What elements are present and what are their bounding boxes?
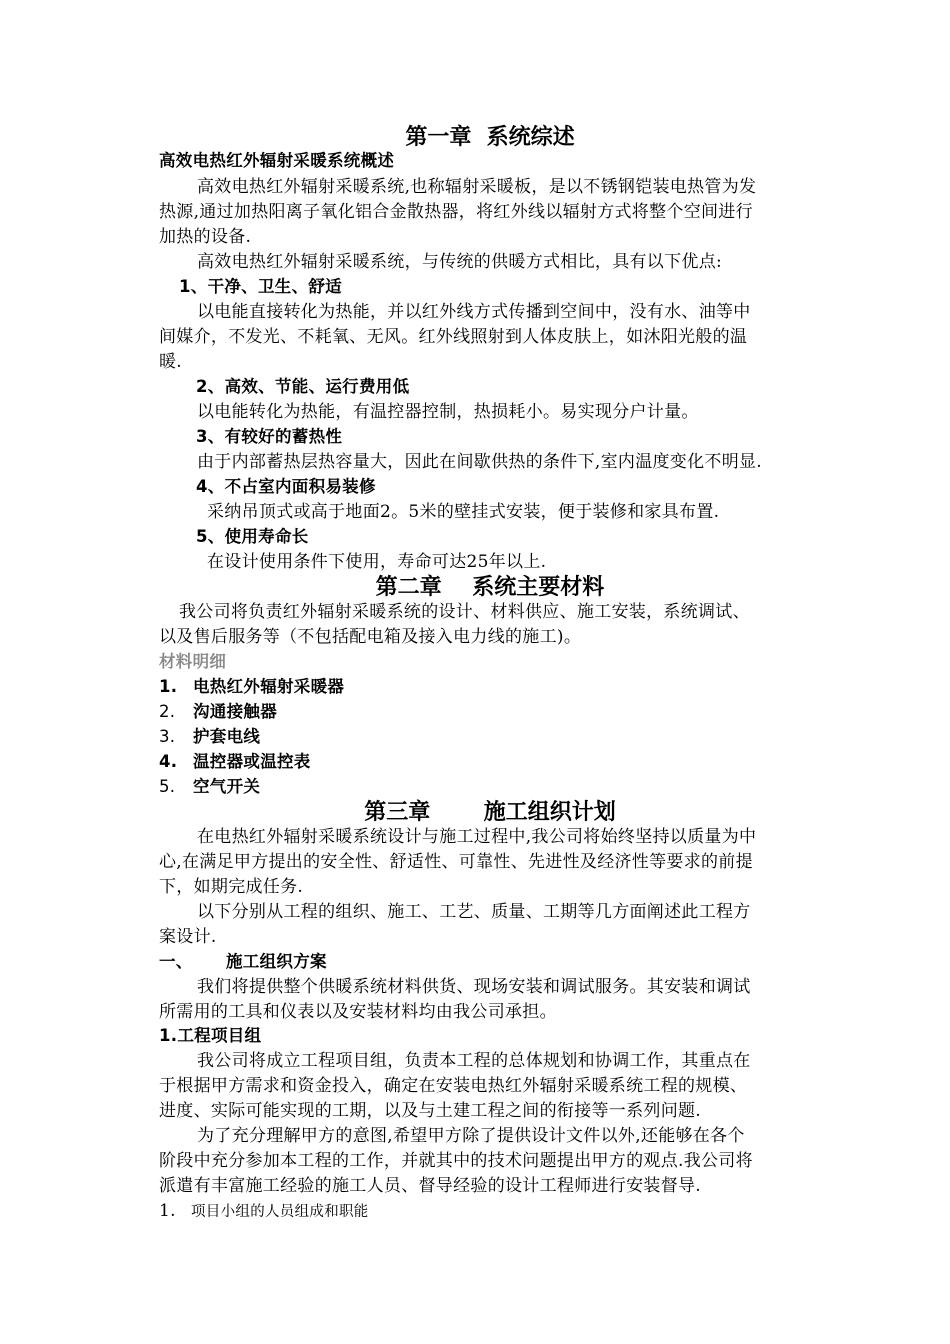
paragraph-line: 所需用的工具和仪表以及安装材料均由我公司承担。	[159, 1002, 557, 1022]
material-num: 5.	[159, 777, 176, 796]
advantage-heading: 4、不占室内面积易装修	[196, 477, 376, 496]
paragraph-line: 案设计.	[159, 927, 217, 947]
paragraph-line: 暖.	[159, 352, 183, 372]
paragraph-line: 由于内部蓄热层热容量大，因此在间歇供热的条件下,室内温度变化不明显.	[197, 452, 763, 472]
subsection-heading: 1.工程项目组	[159, 1026, 262, 1045]
material-item	[159, 675, 344, 699]
material-text: 护套电线	[193, 727, 261, 746]
advantage-heading: 1、干净、卫生、舒适	[179, 277, 342, 296]
material-item	[159, 750, 311, 774]
material-num: 4.	[159, 752, 178, 771]
list-text: 项目小组的人员组成和职能	[191, 1204, 369, 1220]
material-item	[159, 700, 277, 724]
paragraph-line: 热源,通过加热阳离子氧化铝合金散热器，将红外线以辐射方式将整个空间进行	[159, 202, 753, 222]
paragraph-line: 以下分别从工程的组织、施工、工艺、质量、工期等几方面阐述此工程方	[197, 902, 751, 922]
material-num: 1.	[159, 677, 178, 696]
material-text: 电热红外辐射采暖器	[193, 677, 345, 696]
advantage-heading: 3、有较好的蓄热性	[196, 427, 343, 446]
material-num: 2.	[159, 702, 176, 721]
paragraph-line: 于根据甲方需求和资金投入，确定在安装电热红外辐射采暖系统工程的规模、	[159, 1076, 748, 1096]
paragraph-line: 我公司将成立工程项目组，负责本工程的总体规划和协调工作，其重点在	[197, 1051, 751, 1071]
section-num: 一、	[159, 952, 193, 971]
paragraph-line: 高效电热红外辐射采暖系统,也称辐射采暖板，是以不锈钢铠装电热管为发	[197, 177, 757, 197]
material-item	[159, 775, 260, 799]
section-heading	[159, 950, 327, 974]
material-text: 沟通接触器	[193, 702, 277, 721]
material-text: 空气开关	[193, 777, 261, 796]
paragraph-line: 派遣有丰富施工经验的施工人员、督导经验的设计工程师进行安装督导.	[159, 1176, 702, 1196]
paragraph-line: 以电能转化为热能，有温控器控制，热损耗小。易实现分户计量。	[197, 402, 699, 422]
material-item	[159, 725, 260, 749]
paragraph-line: 为了充分理解甲方的意图,希望甲方除了提供设计文件以外,还能够在各个	[197, 1126, 745, 1146]
list-num: 1.	[159, 1201, 176, 1221]
paragraph-line: 进度、实际可能实现的工期，以及与土建工程之间的衔接等一系列问题.	[159, 1101, 702, 1121]
chapter1-subtitle: 高效电热红外辐射采暖系统概述	[159, 151, 395, 170]
paragraph-line: 心,在满足甲方提出的安全性、舒适性、可靠性、先进性及经济性等要求的前提	[159, 852, 753, 872]
paragraph-line: 在电热红外辐射采暖系统设计与施工过程中,我公司将始终坚持以质量为中	[197, 827, 757, 847]
paragraph-line: 加热的设备.	[159, 227, 252, 247]
list-item	[159, 1199, 369, 1224]
section-title: 施工组织方案	[226, 952, 327, 971]
paragraph-line: 我公司将负责红外辐射采暖系统的设计、材料供应、施工安装，系统调试、	[179, 602, 750, 622]
paragraph-line: 高效电热红外辐射采暖系统，与传统的供暖方式相比，具有以下优点:	[197, 252, 723, 272]
chapter1-title: 第一章 系统综述	[405, 124, 575, 150]
advantage-heading: 5、使用寿命长	[196, 527, 309, 546]
material-text: 温控器或温控表	[193, 752, 311, 771]
materials-label: 材料明细	[159, 652, 227, 671]
paragraph-line: 采纳吊顶式或高于地面2。5米的壁挂式安装，便于装修和家具布置.	[207, 502, 720, 522]
paragraph-line: 间媒介，不发光、不耗氧、无风。红外线照射到人体皮肤上，如沐阳光般的温	[159, 327, 748, 347]
paragraph-line: 下，如期完成任务.	[159, 877, 304, 897]
paragraph-line: 在设计使用条件下使用，寿命可达25年以上.	[207, 552, 547, 572]
advantage-heading: 2、高效、节能、运行费用低	[196, 377, 410, 396]
paragraph-line: 我们将提供整个供暖系统材料供货、现场安装和调试服务。其安装和调试	[197, 977, 751, 997]
chapter3-title: 第三章 施工组织计划	[364, 799, 616, 825]
paragraph-line: 以及售后服务等（不包括配电箱及接入电力线的施工)。	[159, 627, 582, 647]
paragraph-line: 阶段中充分参加本工程的工作，并就其中的技术问题提出甲方的观点.我公司将	[159, 1151, 753, 1171]
material-num: 3.	[159, 727, 176, 746]
paragraph-line: 以电能直接转化为热能，并以红外线方式传播到空间中，没有水、油等中	[197, 302, 751, 322]
chapter2-title: 第二章 系统主要材料	[375, 574, 605, 600]
